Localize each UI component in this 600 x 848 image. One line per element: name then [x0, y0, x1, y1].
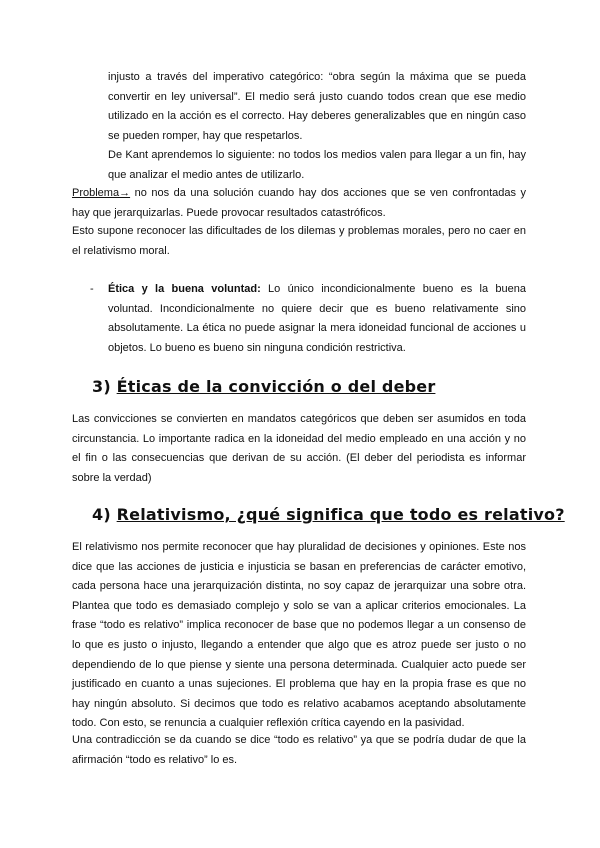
- kant-imperative-paragraph: injusto a través del imperativo categórico: “obra según la máxima que se pueda convertir en ley universal”. El medio será justo cuando todos crean que ese medio utilizado en la acción es el correcto. Hay deberes generalizables que en ningún caso se pueden romper, hay que respetarlos.: [108, 71, 526, 142]
- bullet-paragraph: [108, 280, 526, 358]
- section-3-body: Las convicciones se convierten en mandatos categóricos que deben ser asumidos en toda circunstancia. Lo importante radica en la idoneidad del medio empleado en una acción y no el fin o las consecuencias que derivan de su acción. (El deber del periodista es informar sobre la verdad): [72, 413, 526, 484]
- problema-label: Problema→: [72, 187, 131, 199]
- section-4-body-2: Una contradicción se da cuando se dice “todo es relativo” ya que se podría dudar de que la afirmación “todo es relativo” lo es.: [72, 734, 526, 766]
- bullet-text: Lo único incondicionalmente bueno es la buena voluntad. Incondicionalmente no quiere decir que es bueno relativamente sino absolutamente. La ética no puede asignar la mera idoneidad funcional de acciones u objetos. Lo bueno es bueno sin ninguna condición restrictiva.: [108, 283, 526, 354]
- section-4-number: 4): [92, 505, 111, 524]
- problema-text: no nos da una solución cuando hay dos acciones que se ven confrontadas y hay que jerarquizarlas. Puede provocar resultados catastróficos.: [72, 187, 526, 219]
- section-4-heading: [92, 505, 565, 524]
- kant-lesson-paragraph: De Kant aprendemos lo siguiente: no todos los medios valen para llegar a un fin, hay que analizar el medio antes de utilizarlo.: [108, 149, 526, 181]
- esto-paragraph: Esto supone reconocer las dificultades de los dilemas y problemas morales, pero no caer en el relativismo moral.: [72, 225, 526, 257]
- section-3-heading: [92, 377, 435, 396]
- section-3-title: Éticas de la convicción o del deber: [116, 377, 436, 396]
- bullet-title: Ética y la buena voluntad:: [108, 283, 261, 295]
- section-4-body-1: El relativismo nos permite reconocer que hay pluralidad de decisiones y opiniones. Este nos dice que las acciones de justicia e injusticia se basan en preferencias de carácter emotivo, cada persona hace una jerarquización distinta, no soy capaz de jerarquizar una sobre otra. Plantea que todo es demasiado complejo y solo se van a aplicar criterios emocionales. La frase “todo es relativo” implica reconocer de base que no podemos llegar a un consenso de lo que es justo o injusto, llegando a entender que algo que es atroz puede ser justo o no dependiendo de lo que piense y siente una persona determinada. Cualquier acto puede ser justificado en cuanto a unas sujeciones. El problema que hay en la propia frase es que no hay ningún absoluto. Si decimos que todo es relativo acabamos aceptando absolutamente todo. Con esto, se renuncia a cualquier reflexión crítica cayendo en la pasividad.: [72, 541, 526, 730]
- problema-paragraph: [72, 184, 526, 223]
- section-4-title: Relativismo, ¿qué significa que todo es relativo?: [116, 505, 565, 524]
- bullet-marker: -: [90, 283, 94, 295]
- section-3-number: 3): [92, 377, 111, 396]
